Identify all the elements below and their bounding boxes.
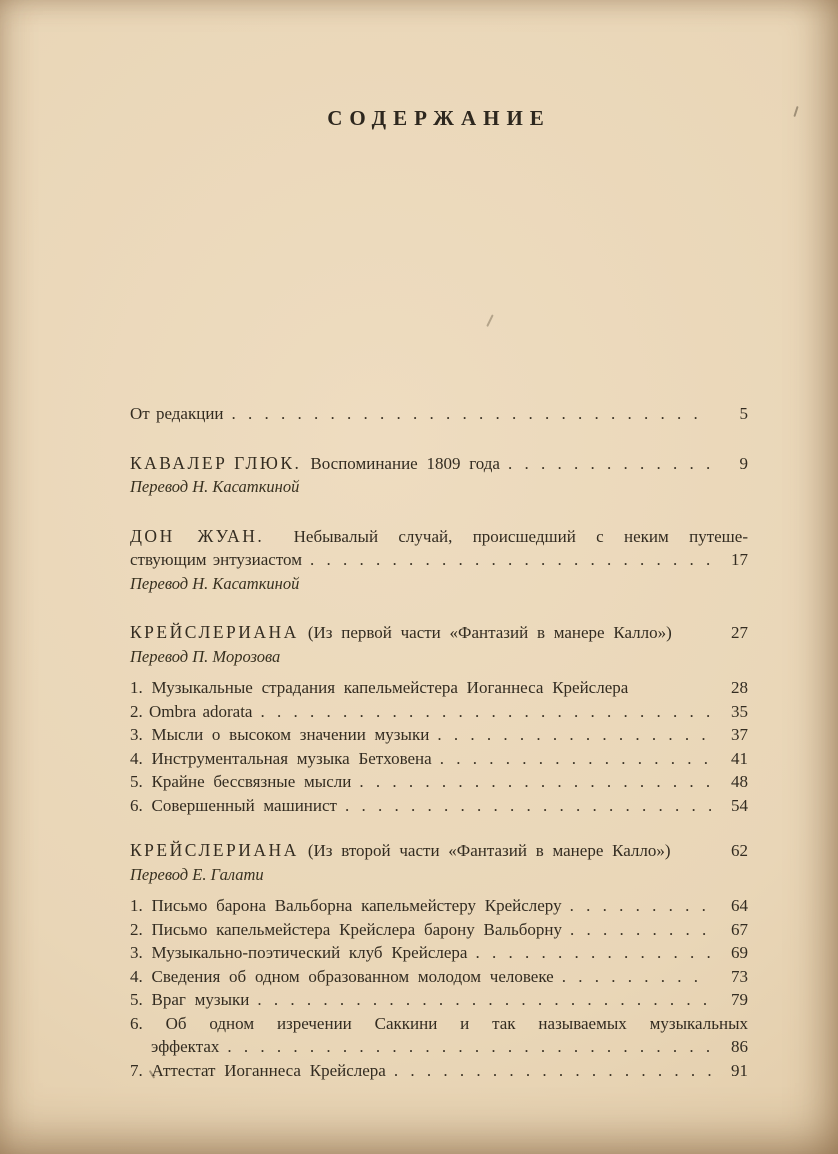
page-number: 73 <box>731 966 748 986</box>
toc-entry-continuation <box>130 1035 748 1059</box>
entry-title: 1. Музыкальные страдания капельмейстера Иоганнеса Крейслера <box>130 678 629 697</box>
scan-artifact <box>793 106 798 117</box>
entry-title: 5. Крайне бессвязные мысли <box>130 772 352 791</box>
page-number: 54 <box>731 795 748 815</box>
toc-entry <box>130 747 748 771</box>
toc-entry <box>130 676 748 700</box>
entry-title: 2. Письмо капельмейстера Крейслера барону Вальборну <box>130 919 563 939</box>
entry-title-caps: КАВАЛЕР ГЛЮК. <box>130 452 302 473</box>
entry-subtitle: Небывалый случай, происшедший с неким путеше- <box>293 526 748 546</box>
toc-entry <box>130 1059 748 1083</box>
dot-leader <box>310 548 711 572</box>
page-number: 79 <box>731 990 748 1009</box>
dot-leader <box>257 988 711 1012</box>
toc-entry <box>130 452 748 476</box>
toc-entry <box>130 723 748 747</box>
entry-title: 7. Аттестат Иоганнеса Крейслера <box>130 1060 386 1080</box>
entry-subtitle: (Из второй части «Фантазий в манере Калло») <box>307 841 671 860</box>
dot-leader <box>227 1035 711 1059</box>
entry-title: 5. Враг музыки <box>130 990 250 1009</box>
page-title: СОДЕРЖАНИЕ <box>327 106 551 130</box>
entry-title: 2. Ombra adorata <box>130 701 253 721</box>
translator-text: Перевод Н. Касаткиной <box>130 477 300 496</box>
toc-entry <box>130 402 748 426</box>
page-number: 37 <box>731 725 748 744</box>
page-number: 35 <box>731 701 748 721</box>
page-number: 91 <box>731 1060 748 1080</box>
entry-title: 3. Мысли о высоком значении музыки <box>130 725 430 744</box>
dot-leader <box>508 452 711 476</box>
entry-title: От редакции <box>130 404 224 423</box>
entry-title-caps: ДОН ЖУАН. <box>130 525 265 546</box>
dot-leader <box>570 918 711 942</box>
toc-entry <box>130 525 748 549</box>
toc-entry <box>130 700 748 724</box>
toc-entry <box>130 941 748 965</box>
page-number: 9 <box>739 453 748 473</box>
page-number: 27 <box>731 623 748 642</box>
toc-entry <box>130 965 748 989</box>
toc-entry <box>130 794 748 818</box>
toc-entry <box>130 621 748 645</box>
page-number: 28 <box>731 678 748 697</box>
page-number: 41 <box>731 748 748 768</box>
page-number: 86 <box>731 1037 748 1056</box>
toc-entry <box>130 988 748 1012</box>
dot-leader <box>437 723 711 747</box>
entry-title: 1. Письмо барона Вальборна капельмейстеру Крейслеру <box>130 896 562 915</box>
toc-entry <box>130 839 748 863</box>
page-content <box>130 0 748 1082</box>
translator-line <box>130 863 748 887</box>
entry-title: ствующим энтузиастом <box>130 550 302 569</box>
translator-line <box>130 572 748 596</box>
translator-text: Перевод Н. Касаткиной <box>130 573 300 593</box>
entry-title: 6. Совершенный машинист <box>130 795 337 815</box>
toc-entry <box>130 918 748 942</box>
entry-title-caps: КРЕЙСЛЕРИАНА <box>130 622 299 642</box>
toc-entry <box>130 770 748 794</box>
dot-leader <box>562 965 711 989</box>
entry-subtitle: Воспоминание 1809 года <box>310 453 500 473</box>
toc-entry <box>130 1012 748 1036</box>
entry-title-caps: КРЕЙСЛЕРИАНА <box>130 840 299 860</box>
dot-leader <box>394 1059 711 1083</box>
dot-leader <box>440 747 711 771</box>
page-number: 64 <box>731 896 748 915</box>
page-number: 48 <box>731 772 748 791</box>
page-number: 67 <box>731 919 748 939</box>
entry-subtitle: (Из первой части «Фантазий в манере Калло») <box>307 623 672 642</box>
dot-leader <box>475 941 711 965</box>
entry-title: 6. Об одном изречении Саккини и так называемых музыкальных <box>130 1013 748 1033</box>
dot-leader <box>570 894 711 918</box>
dot-leader <box>345 794 711 818</box>
table-of-contents <box>130 402 748 1082</box>
entry-title: 3. Музыкально-поэтический клуб Крейслера <box>130 943 468 962</box>
toc-entry-continuation <box>130 548 748 572</box>
page-number: 17 <box>731 550 748 569</box>
entry-title: 4. Сведения об одном образованном молодом человеке <box>130 966 554 986</box>
page-number: 69 <box>731 943 748 962</box>
dot-leader <box>359 770 711 794</box>
page-number: 62 <box>731 841 748 860</box>
translator-text: Перевод П. Морозова <box>130 646 281 666</box>
entry-title: 4. Инструментальная музыка Бетховена <box>130 748 432 768</box>
translator-text: Перевод Е. Галати <box>130 864 264 884</box>
translator-line <box>130 645 748 669</box>
dot-leader <box>260 700 711 724</box>
page-number: 5 <box>739 404 748 423</box>
dot-leader <box>232 402 711 426</box>
entry-title: эффектах <box>151 1037 220 1056</box>
translator-line <box>130 475 748 499</box>
toc-entry <box>130 894 748 918</box>
